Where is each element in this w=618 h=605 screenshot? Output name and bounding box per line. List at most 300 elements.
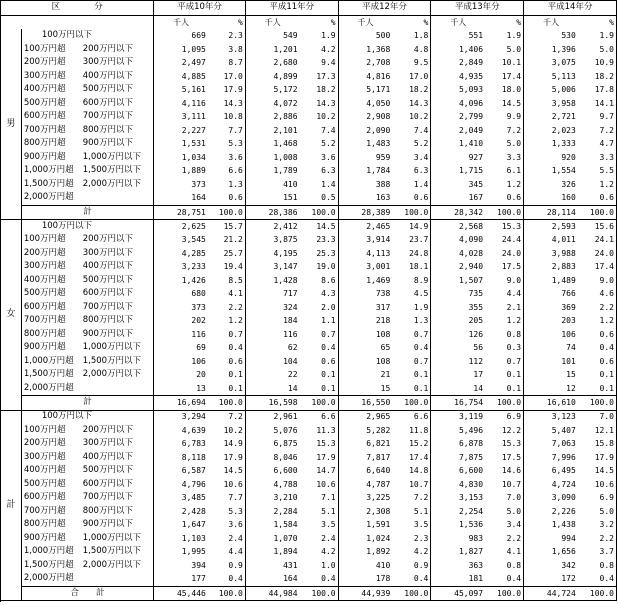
table-row	[1, 368, 617, 382]
percent-cell: 0.8	[485, 559, 524, 573]
count-cell: 4,885	[154, 70, 208, 84]
total-count-cell: 44,724	[524, 586, 578, 601]
percent-cell: 24.0	[578, 247, 617, 261]
count-cell: 959	[338, 151, 392, 165]
total-count-cell: 28,389	[338, 205, 392, 220]
count-cell: 1,095	[154, 43, 208, 57]
table-row	[1, 83, 617, 97]
table-row	[1, 124, 617, 138]
bracket-from: 600万円超	[23, 111, 66, 122]
bracket-to: 300万円以下	[81, 56, 154, 70]
percent-cell: 4.7	[578, 137, 617, 151]
count-cell: 1,715	[431, 164, 485, 178]
count-cell: 2,023	[524, 124, 578, 138]
percent-cell: 7.7	[208, 491, 246, 505]
percent-cell: 14.9	[208, 437, 246, 451]
total-row	[1, 396, 617, 411]
percent-cell: 10.2	[392, 110, 431, 124]
count-cell: 17	[431, 368, 485, 382]
percent-cell: 15.3	[485, 220, 524, 234]
count-cell: 2,568	[431, 220, 485, 234]
percent-cell: 0.1	[208, 368, 246, 382]
total-count-cell: 16,754	[431, 396, 485, 411]
count-cell: 3,545	[154, 233, 208, 247]
table-row	[1, 505, 617, 519]
count-cell: 178	[338, 572, 392, 586]
total-percent-cell: 100.0	[392, 586, 431, 601]
count-cell: 363	[431, 559, 485, 573]
count-cell: 3,123	[524, 410, 578, 424]
count-cell: 3,090	[524, 491, 578, 505]
percent-cell: 15.6	[578, 220, 617, 234]
percent-cell: 18.2	[392, 83, 431, 97]
percent-cell: 0.4	[485, 572, 524, 586]
percent-cell: 25.7	[208, 247, 246, 261]
count-cell: 1,789	[245, 164, 299, 178]
total-percent-cell: 100.0	[300, 205, 339, 220]
percent-cell: 14.3	[208, 97, 246, 111]
percent-cell: 1.9	[300, 29, 339, 43]
percent-cell: 24.4	[485, 233, 524, 247]
total-count-cell: 16,598	[245, 396, 299, 411]
percent-cell: 14.1	[578, 97, 617, 111]
percent-cell: 1.3	[208, 178, 246, 192]
bracket-from: 400万円超	[23, 274, 66, 285]
percent-cell: 0.4	[208, 341, 246, 355]
table-row	[1, 410, 617, 424]
count-cell: 22	[245, 368, 299, 382]
percent-cell: 1.4	[392, 178, 431, 192]
bracket-from: 400万円超	[23, 465, 66, 476]
count-cell: 65	[338, 341, 392, 355]
percent-cell: 6.1	[485, 164, 524, 178]
count-cell: 766	[524, 287, 578, 301]
percent-cell: 0.4	[578, 572, 617, 586]
percent-cell: 11.8	[392, 424, 431, 438]
count-cell: 205	[431, 314, 485, 328]
count-cell: 355	[431, 301, 485, 315]
bracket-from: 100万円超	[23, 43, 66, 54]
bracket-from: 100万円超	[23, 424, 66, 435]
bracket-to	[81, 382, 154, 396]
percent-cell: 15.7	[208, 220, 246, 234]
percent-cell: 0.9	[392, 559, 431, 573]
percent-cell: 1.9	[392, 301, 431, 315]
count-cell: 1,889	[154, 164, 208, 178]
percent-cell: 0.8	[485, 328, 524, 342]
percent-cell: 0.6	[485, 191, 524, 205]
count-cell: 3,111	[154, 110, 208, 124]
count-cell: 2,227	[154, 124, 208, 138]
count-cell: 164	[154, 191, 208, 205]
year-header: 平成12年分	[338, 1, 431, 16]
percent-cell: 7.0	[578, 410, 617, 424]
bracket-to: 900万円以下	[81, 137, 154, 151]
percent-cell: 10.1	[485, 56, 524, 70]
count-cell: 6,640	[338, 464, 392, 478]
unit-row-spacer	[1, 15, 154, 29]
count-cell: 920	[524, 151, 578, 165]
percent-cell: 10.6	[578, 478, 617, 492]
percent-cell: 3.4	[392, 151, 431, 165]
percent-cell: 15.3	[485, 437, 524, 451]
count-cell: 177	[154, 572, 208, 586]
percent-cell: 7.2	[578, 124, 617, 138]
bracket-from: 900万円超	[23, 342, 66, 353]
count-cell: 6,495	[524, 464, 578, 478]
percent-cell: 17.4	[392, 451, 431, 465]
percent-cell: 5.2	[300, 137, 339, 151]
percent-cell: 17.9	[208, 83, 246, 97]
percent-cell: 0.1	[392, 368, 431, 382]
count-cell: 1,584	[245, 518, 299, 532]
bracket-to: 900万円以下	[81, 518, 154, 532]
count-cell: 1,827	[431, 545, 485, 559]
count-cell: 6,783	[154, 437, 208, 451]
table-row	[1, 301, 617, 315]
bracket-to: 500万円以下	[81, 464, 154, 478]
percent-cell: 0.4	[392, 341, 431, 355]
bracket-to: 2,000万円以下	[81, 178, 154, 192]
percent-cell: 14.6	[485, 464, 524, 478]
count-cell: 3,233	[154, 260, 208, 274]
count-cell: 500	[338, 29, 392, 43]
count-cell: 12	[524, 382, 578, 396]
bracket-from: 1,500万円超	[23, 559, 74, 570]
percent-cell: 3.8	[208, 43, 246, 57]
bracket-from: 2,000万円超	[23, 192, 74, 203]
table-row	[1, 545, 617, 559]
percent-cell: 14.3	[300, 97, 339, 111]
table-row	[1, 464, 617, 478]
count-cell: 410	[245, 178, 299, 192]
percent-cell: 0.6	[578, 355, 617, 369]
count-cell: 4,639	[154, 424, 208, 438]
bracket-to: 200万円以下	[81, 233, 154, 247]
percent-cell: 8.6	[300, 274, 339, 288]
total-row	[1, 205, 617, 220]
header-row-years	[1, 1, 617, 16]
bracket-to: 100万円以下	[21, 220, 153, 234]
bracket-to: 1,000万円以下	[81, 151, 154, 165]
percent-cell: 3.7	[578, 545, 617, 559]
percent-cell: 6.6	[300, 410, 339, 424]
count-cell: 108	[338, 328, 392, 342]
total-percent-cell: 100.0	[392, 396, 431, 411]
count-cell: 181	[431, 572, 485, 586]
percent-cell: 12.1	[578, 424, 617, 438]
bracket-from: 300万円超	[23, 70, 66, 81]
count-cell: 4,285	[154, 247, 208, 261]
table-row	[1, 151, 617, 165]
percent-cell: 4.3	[300, 287, 339, 301]
percent-cell: 19.4	[208, 260, 246, 274]
percent-cell: 4.4	[485, 287, 524, 301]
total-count-cell: 28,751	[154, 205, 208, 220]
count-cell: 6,875	[245, 437, 299, 451]
year-header: 平成10年分	[154, 1, 246, 16]
total-percent-cell: 100.0	[578, 205, 617, 220]
count-cell: 342	[524, 559, 578, 573]
percent-cell: 0.8	[578, 559, 617, 573]
count-cell: 2,090	[338, 124, 392, 138]
count-cell: 927	[431, 151, 485, 165]
percent-cell: 9.9	[485, 110, 524, 124]
unit-people-label: 千人	[154, 15, 208, 29]
percent-cell: 5.3	[208, 505, 246, 519]
year-header: 平成14年分	[524, 1, 617, 16]
bracket-from: 1,000万円超	[23, 355, 74, 366]
count-cell: 1,995	[154, 545, 208, 559]
bracket-to: 500万円以下	[81, 83, 154, 97]
count-cell: 218	[338, 314, 392, 328]
percent-cell: 11.3	[300, 424, 339, 438]
percent-cell: 2.0	[300, 301, 339, 315]
bracket-from: 800万円超	[23, 519, 66, 530]
count-cell: 388	[338, 178, 392, 192]
count-cell: 15	[524, 368, 578, 382]
percent-cell: 19.0	[300, 260, 339, 274]
percent-cell: 3.3	[485, 151, 524, 165]
percent-cell: 7.1	[300, 491, 339, 505]
percent-cell: 1.2	[578, 314, 617, 328]
bracket-from: 500万円超	[23, 97, 66, 108]
table-row	[1, 233, 617, 247]
bracket-to: 300万円以下	[81, 437, 154, 451]
unit-people-label: 千人	[338, 15, 392, 29]
table-row	[1, 191, 617, 205]
percent-cell: 24.1	[578, 233, 617, 247]
count-cell: 1,507	[431, 274, 485, 288]
count-cell: 1,784	[338, 164, 392, 178]
percent-cell: 6.6	[208, 164, 246, 178]
bracket-to: 400万円以下	[81, 260, 154, 274]
total-count-cell: 16,550	[338, 396, 392, 411]
total-percent-cell: 100.0	[578, 586, 617, 601]
percent-cell: 0.6	[300, 355, 339, 369]
table-row	[1, 137, 617, 151]
total-row	[1, 586, 617, 601]
count-cell: 14	[431, 382, 485, 396]
total-percent-cell: 100.0	[485, 396, 524, 411]
count-cell: 3,958	[524, 97, 578, 111]
count-cell: 202	[154, 314, 208, 328]
percent-cell: 0.7	[485, 355, 524, 369]
count-cell: 6,587	[154, 464, 208, 478]
bracket-from: 900万円超	[23, 532, 66, 543]
count-cell: 1,468	[245, 137, 299, 151]
percent-cell: 10.2	[208, 424, 246, 438]
count-cell: 345	[431, 178, 485, 192]
count-cell: 4,787	[338, 478, 392, 492]
count-cell: 1,469	[338, 274, 392, 288]
bracket-to: 700万円以下	[81, 110, 154, 124]
percent-cell: 4.4	[208, 545, 246, 559]
percent-cell: 15.2	[392, 437, 431, 451]
percent-cell: 10.7	[485, 478, 524, 492]
total-label: 計	[21, 396, 153, 411]
bracket-to: 600万円以下	[81, 478, 154, 492]
count-cell: 104	[245, 355, 299, 369]
count-cell: 5,006	[524, 83, 578, 97]
table-row	[1, 56, 617, 70]
count-cell: 203	[524, 314, 578, 328]
count-cell: 56	[431, 341, 485, 355]
year-header: 平成13年分	[431, 1, 524, 16]
percent-cell: 18.2	[300, 83, 339, 97]
count-cell: 116	[154, 328, 208, 342]
unit-percent-label: %	[485, 15, 524, 29]
count-cell: 326	[524, 178, 578, 192]
bracket-to	[81, 191, 154, 205]
count-cell: 4,796	[154, 478, 208, 492]
total-percent-cell: 100.0	[208, 586, 246, 601]
total-percent-cell: 100.0	[300, 396, 339, 411]
count-cell: 431	[245, 559, 299, 573]
table-row	[1, 97, 617, 111]
percent-cell: 1.0	[300, 559, 339, 573]
section-label: 女	[1, 220, 22, 411]
percent-cell: 0.4	[392, 572, 431, 586]
count-cell: 2,708	[338, 56, 392, 70]
table-row	[1, 70, 617, 84]
count-cell: 2,101	[245, 124, 299, 138]
percent-cell: 2.2	[578, 301, 617, 315]
count-cell: 4,072	[245, 97, 299, 111]
percent-cell: 4.2	[300, 43, 339, 57]
bracket-to: 600万円以下	[81, 287, 154, 301]
percent-cell: 9.0	[485, 274, 524, 288]
count-cell: 5,282	[338, 424, 392, 438]
bracket-to: 100万円以下	[21, 29, 153, 43]
bracket-to: 600万円以下	[81, 97, 154, 111]
percent-cell: 1.9	[578, 29, 617, 43]
percent-cell: 0.7	[300, 328, 339, 342]
bracket-to: 200万円以下	[81, 424, 154, 438]
percent-cell: 2.3	[208, 29, 246, 43]
count-cell: 2,799	[431, 110, 485, 124]
count-cell: 1,103	[154, 532, 208, 546]
count-cell: 1,483	[338, 137, 392, 151]
percent-cell: 5.2	[392, 137, 431, 151]
total-percent-cell: 100.0	[392, 205, 431, 220]
count-cell: 4,113	[338, 247, 392, 261]
count-cell: 669	[154, 29, 208, 43]
percent-cell: 9.0	[578, 274, 617, 288]
percent-cell: 7.2	[208, 410, 246, 424]
count-cell: 7,817	[338, 451, 392, 465]
table-row	[1, 437, 617, 451]
unit-percent-label: %	[392, 15, 431, 29]
bracket-to: 200万円以下	[81, 43, 154, 57]
bracket-from: 300万円超	[23, 261, 66, 272]
total-count-cell: 45,097	[431, 586, 485, 601]
percent-cell: 0.1	[300, 382, 339, 396]
count-cell: 3,119	[431, 410, 485, 424]
percent-cell: 5.1	[392, 505, 431, 519]
count-cell: 5,113	[524, 70, 578, 84]
percent-cell: 5.0	[485, 505, 524, 519]
table-row	[1, 451, 617, 465]
percent-cell: 10.7	[392, 478, 431, 492]
percent-cell: 17.5	[485, 260, 524, 274]
percent-cell: 17.5	[485, 451, 524, 465]
percent-cell: 4.2	[392, 545, 431, 559]
bracket-to	[81, 572, 154, 586]
percent-cell: 4.2	[300, 545, 339, 559]
percent-cell: 2.4	[300, 532, 339, 546]
percent-cell: 2.2	[485, 532, 524, 546]
percent-cell: 23.7	[392, 233, 431, 247]
count-cell: 4,011	[524, 233, 578, 247]
count-cell: 7,875	[431, 451, 485, 465]
count-cell: 2,308	[338, 505, 392, 519]
percent-cell: 2.2	[208, 301, 246, 315]
count-cell: 394	[154, 559, 208, 573]
bracket-to: 900万円以下	[81, 328, 154, 342]
count-cell: 2,465	[338, 220, 392, 234]
count-cell: 983	[431, 532, 485, 546]
count-cell: 324	[245, 301, 299, 315]
table-row	[1, 178, 617, 192]
count-cell: 1,438	[524, 518, 578, 532]
total-count-cell: 16,610	[524, 396, 578, 411]
total-count-cell: 44,939	[338, 586, 392, 601]
count-cell: 164	[245, 572, 299, 586]
percent-cell: 25.3	[300, 247, 339, 261]
percent-cell: 18.0	[485, 83, 524, 97]
bracket-to: 100万円以下	[21, 410, 153, 424]
count-cell: 317	[338, 301, 392, 315]
percent-cell: 17.4	[485, 70, 524, 84]
count-cell: 7,063	[524, 437, 578, 451]
count-cell: 6,878	[431, 437, 485, 451]
percent-cell: 6.3	[300, 164, 339, 178]
percent-cell: 1.8	[392, 29, 431, 43]
count-cell: 74	[524, 341, 578, 355]
count-cell: 4,096	[431, 97, 485, 111]
percent-cell: 5.0	[485, 137, 524, 151]
count-cell: 6,600	[431, 464, 485, 478]
percent-cell: 17.0	[208, 70, 246, 84]
percent-cell: 2.3	[392, 532, 431, 546]
count-cell: 184	[245, 314, 299, 328]
count-cell: 373	[154, 301, 208, 315]
percent-cell: 14.5	[208, 464, 246, 478]
percent-cell: 23.3	[300, 233, 339, 247]
percent-cell: 8.7	[208, 56, 246, 70]
bracket-from: 700万円超	[23, 124, 66, 135]
count-cell: 5,093	[431, 83, 485, 97]
count-cell: 373	[154, 178, 208, 192]
count-cell: 3,210	[245, 491, 299, 505]
count-cell: 1,591	[338, 518, 392, 532]
percent-cell: 0.4	[300, 341, 339, 355]
count-cell: 1,368	[338, 43, 392, 57]
count-cell: 5,161	[154, 83, 208, 97]
bracket-to: 800万円以下	[81, 505, 154, 519]
count-cell: 4,050	[338, 97, 392, 111]
unit-people-label: 千人	[245, 15, 299, 29]
count-cell: 530	[524, 29, 578, 43]
table-row	[1, 518, 617, 532]
percent-cell: 0.6	[578, 191, 617, 205]
count-cell: 2,886	[245, 110, 299, 124]
count-cell: 4,899	[245, 70, 299, 84]
bracket-from: 200万円超	[23, 438, 66, 449]
bracket-to: 1,000万円以下	[81, 532, 154, 546]
count-cell: 13	[154, 382, 208, 396]
